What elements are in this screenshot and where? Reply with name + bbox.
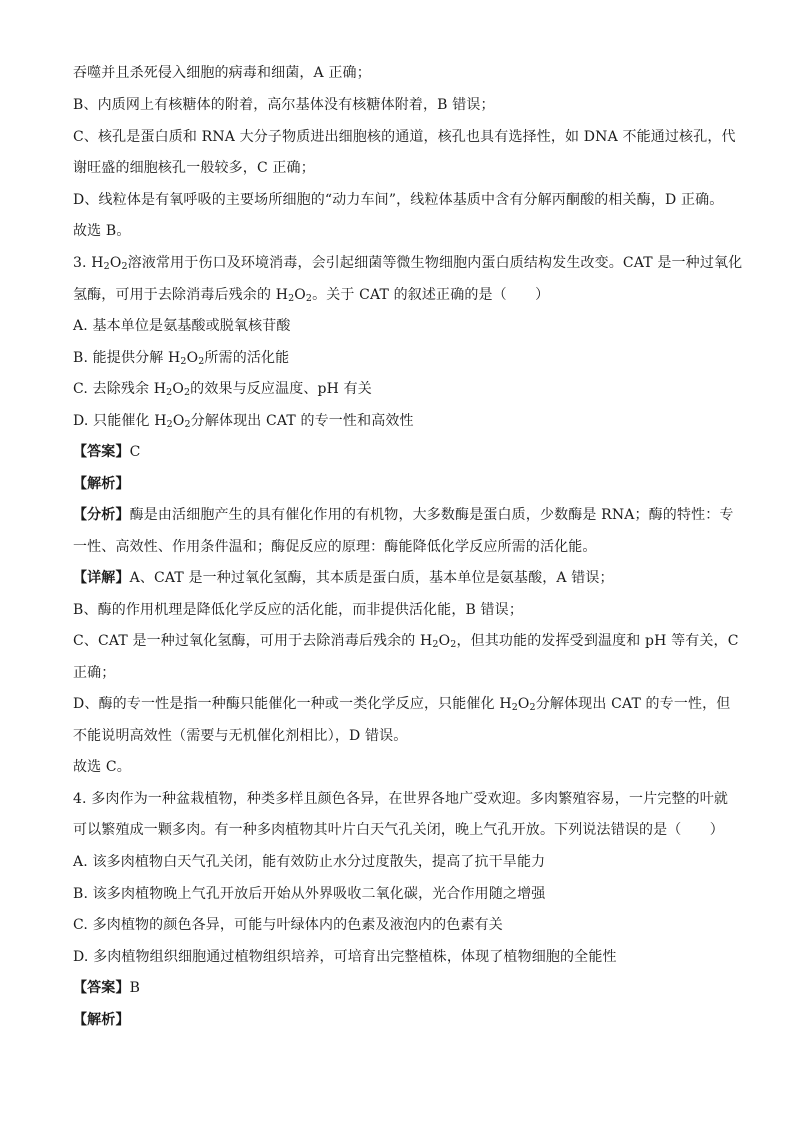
question-3-option-d: D. 只能催化 $H_2O_2$分解体现出 CAT 的专一性和高效性 (73, 413, 414, 430)
question-4-option-c: C. 多肉植物的颜色各异，可能与叶绿体内的色素及液泡内的色素有关 (73, 917, 503, 933)
question-3-xiangjie-c2: 正确； (73, 665, 116, 681)
text-line: D、线粒体是有氧呼吸的主要场所细胞的“动力车间”，线粒体基质中含有分解丙酮酸的相关酶，D 正确。 (73, 192, 724, 208)
question-4-stem-line1: 4. 多肉作为一种盆栽植物，种类多样且颜色各异，在世界各地广受欢迎。多肉繁殖容易，一片完整的叶就 (73, 791, 729, 807)
question-3-option-b: B. 能提供分解 $H_2O_2$所需的活化能 (73, 350, 290, 367)
text-line: C、核孔是蛋白质和 RNA 大分子物质进出细胞核的通道，核孔也具有选择性，如 DNA 不能通过核孔，代 (73, 129, 736, 145)
text-line: B、内质网上有核糖体的附着，高尔基体没有核糖体附着，B 错误； (73, 97, 495, 113)
text-line: 吞噬并且杀死侵入细胞的病毒和细菌，A 正确； (73, 65, 371, 81)
question-4-analysis-tag: 【解析】 (73, 1012, 130, 1028)
question-3-option-a: A. 基本单位是氨基酸或脱氧核苷酸 (73, 318, 291, 334)
question-3-xiangjie-d1: D、酶的专一性是指一种酶只能催化一种或一类化学反应，只能催化 $H_2O_2$分解体现出 CAT 的专一性，但 (73, 696, 731, 713)
question-3-choose: 故选 C。 (73, 759, 131, 775)
question-4-option-a: A. 该多肉植物白天气孔关闭，能有效防止水分过度散失，提高了抗干旱能力 (73, 854, 546, 870)
text-line: 谢旺盛的细胞核孔一般较多，C 正确； (73, 160, 315, 176)
question-3-xiangjie-b: B、酶的作用机理是降低化学反应的活化能，而非提供活化能，B 错误； (73, 602, 523, 618)
question-3-fenxi-line2: 一性、高效性、作用条件温和；酶促反应的原理：酶能降低化学反应所需的活化能。 (73, 539, 597, 555)
question-4-option-d: D. 多肉植物组织细胞通过植物组织培养，可培育出完整植株，体现了植物细胞的全能性 (73, 949, 617, 965)
answer-tag: 【答案】 (73, 444, 130, 460)
text-line: 故选 B。 (73, 223, 131, 239)
question-3-stem-line1: 3. $H_2O_2$溶液常用于伤口及环境消毒，会引起细菌等微生物细胞内蛋白质结构发生改变。CAT 是一种过氧化 (73, 255, 743, 272)
question-3-xiangjie-c1: C、CAT 是一种过氧化氢酶，可用于去除消毒后残余的 $H_2O_2$，但其功能的发挥受到温度和 pH 等有关，C (73, 633, 739, 650)
question-3-analysis-tag: 【解析】 (73, 476, 130, 492)
question-3-xiangjie-a: 【详解】A、CAT 是一种过氧化氢酶，其本质是蛋白质，基本单位是氨基酸，A 错误； (73, 570, 614, 586)
answer-value: B (129, 980, 141, 996)
question-4-option-b: B. 该多肉植物晚上气孔开放后开始从外界吸收二氧化碳，光合作用随之增强 (73, 886, 546, 902)
answer-tag: 【答案】 (73, 980, 130, 996)
answer-value: C (129, 444, 141, 460)
question-4-stem-line2: 可以繁殖成一颗多肉。有一种多肉植物其叶片白天气孔关闭，晚上气孔开放。下列说法错误的是（ ） (73, 822, 724, 838)
question-3-answer (73, 442, 733, 462)
question-3-fenxi-line1: 【分析】酶是由活细胞产生的具有催化作用的有机物，大多数酶是蛋白质，少数酶是 RNA；酶的特性：专 (73, 507, 734, 523)
question-3-xiangjie-d2: 不能说明高效性（需要与无机催化剂相比），D 错误。 (73, 728, 408, 744)
question-4-answer (73, 978, 733, 998)
question-3-stem-line2: 氢酶，可用于去除消毒后残余的 $H_2O_2$。关于 CAT 的叙述正确的是（ ） (73, 287, 550, 304)
question-3-option-c: C. 去除残余 $H_2O_2$的效果与反应温度、pH 有关 (73, 381, 372, 398)
